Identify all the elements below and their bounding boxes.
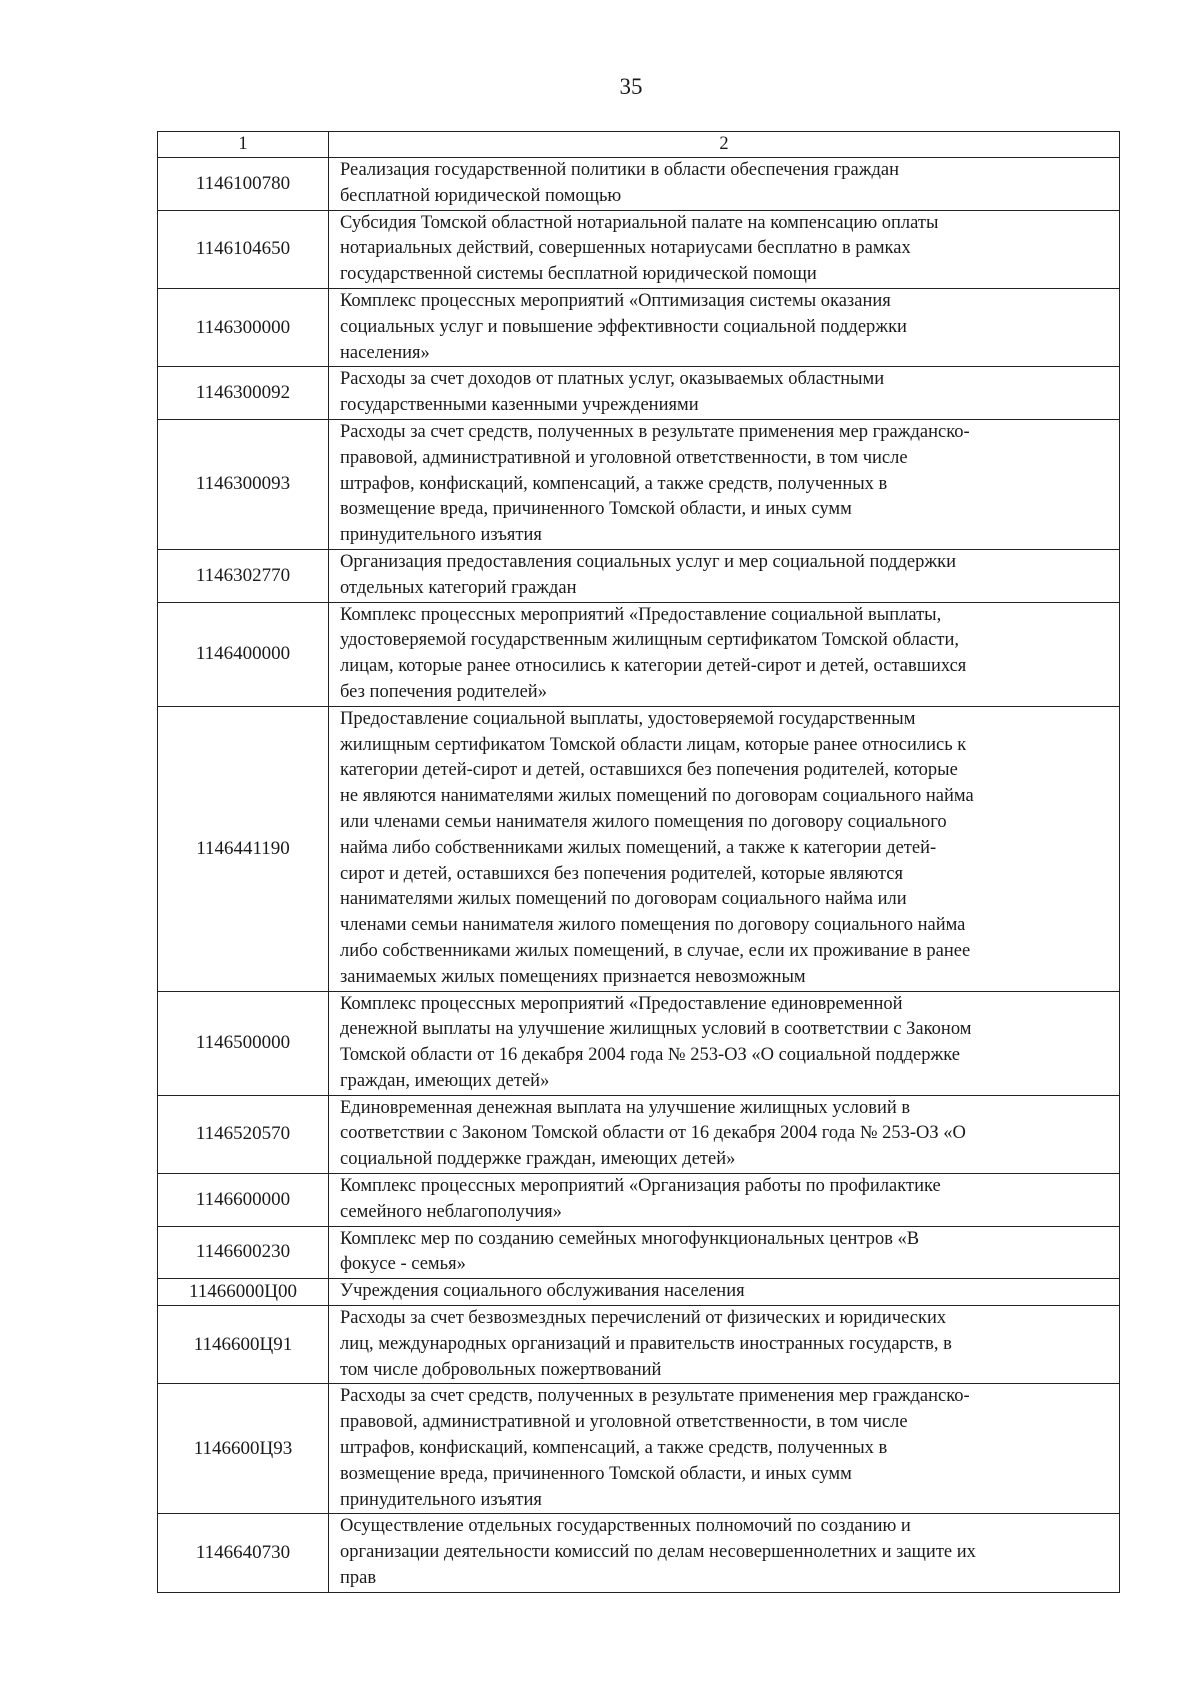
description-line: жилищным сертификатом Томской области лицам, которые ранее относились к <box>340 734 967 755</box>
description-line: Комплекс мер по созданию семейных многофункциональных центров «В <box>340 1228 920 1249</box>
description-line: без попечения родителей» <box>340 681 547 702</box>
row-code: 1146600000 <box>158 1174 329 1227</box>
description-line: Осуществление отдельных государственных полномочий по созданию и <box>340 1516 911 1537</box>
description-line: правовой, административной и уголовной ответственности, в том числе <box>340 447 908 468</box>
table-row <box>158 1226 1120 1279</box>
column-header-description: 2 <box>329 132 1120 158</box>
table-row <box>158 1095 1120 1173</box>
description-line: Организация предоставления социальных услуг и мер социальной поддержки <box>340 551 957 572</box>
row-description <box>329 991 1120 1095</box>
description-line: социальных услуг и повышение эффективности социальной поддержки <box>340 316 907 337</box>
row-code: 1146640730 <box>158 1514 329 1592</box>
table-row <box>158 1306 1120 1384</box>
row-description <box>329 158 1120 211</box>
table-row <box>158 1384 1120 1514</box>
description-line: найма либо собственниками жилых помещений, а также к категории детей- <box>340 837 937 858</box>
row-description <box>329 1279 1120 1306</box>
row-description <box>329 1095 1120 1173</box>
table-row <box>158 288 1120 366</box>
description-line: членами семьи нанимателя жилого помещения по договору социального найма <box>340 915 966 936</box>
description-line: возмещение вреда, причиненного Томской области, и иных сумм <box>340 1463 852 1484</box>
description-line: Комплекс процессных мероприятий «Организация работы по профилактике <box>340 1176 941 1197</box>
table-row <box>158 210 1120 288</box>
row-code: 1146441190 <box>158 706 329 991</box>
row-code: 1146100780 <box>158 158 329 211</box>
row-description <box>329 1306 1120 1384</box>
description-line: отдельных категорий граждан <box>340 577 577 598</box>
table-header-row <box>158 132 1120 158</box>
row-description <box>329 549 1120 602</box>
table-row <box>158 706 1120 991</box>
row-code: 1146520570 <box>158 1095 329 1173</box>
row-code: 1146600230 <box>158 1226 329 1279</box>
row-description <box>329 602 1120 706</box>
row-description <box>329 706 1120 991</box>
description-line: Расходы за счет доходов от платных услуг, оказываемых областными <box>340 369 885 390</box>
row-code: 1146300092 <box>158 367 329 420</box>
row-code: 1146500000 <box>158 991 329 1095</box>
description-line: Комплекс процессных мероприятий «Предоставление социальной выплаты, <box>340 604 942 625</box>
row-code: 1146302770 <box>158 549 329 602</box>
description-line: правовой, административной и уголовной ответственности, в том числе <box>340 1412 908 1433</box>
description-line: либо собственниками жилых помещений, в случае, если их проживание в ранее <box>340 940 971 961</box>
table-row <box>158 419 1120 549</box>
description-line: принудительного изъятия <box>340 1489 542 1510</box>
table-row <box>158 158 1120 211</box>
description-line: лиц, международных организаций и правительств иностранных государств, в <box>340 1333 952 1354</box>
description-line: государственной системы бесплатной юридической помощи <box>340 264 817 285</box>
description-line: Комплекс процессных мероприятий «Оптимизация системы оказания <box>340 290 891 311</box>
description-line: Предоставление социальной выплаты, удостоверяемой государственным <box>340 708 916 729</box>
description-line: Субсидия Томской областной нотариальной палате на компенсацию оплаты <box>340 212 939 233</box>
description-line: денежной выплаты на улучшение жилищных условий в соответствии с Законом <box>340 1019 972 1040</box>
description-line: Реализация государственной политики в области обеспечения граждан <box>340 160 900 180</box>
description-line: Комплекс процессных мероприятий «Предоставление единовременной <box>340 993 903 1014</box>
row-description <box>329 210 1120 288</box>
description-line: категории детей-сирот и детей, оставшихся без попечения родителей, которые <box>340 760 958 781</box>
description-line: Единовременная денежная выплата на улучшение жилищных условий в <box>340 1097 911 1118</box>
column-header-code: 1 <box>158 132 329 158</box>
description-line: фокусе - семья» <box>340 1254 466 1275</box>
row-code: 1146300000 <box>158 288 329 366</box>
description-line: государственными казенными учреждениями <box>340 395 699 416</box>
description-line: соответствии с Законом Томской области от 16 декабря 2004 года № 253-ОЗ «О <box>340 1123 966 1144</box>
description-line: занимаемых жилых помещениях признается невозможным <box>340 966 806 987</box>
table-row <box>158 1279 1120 1306</box>
description-line: населения» <box>340 342 430 363</box>
description-line: граждан, имеющих детей» <box>340 1070 550 1091</box>
description-line: штрафов, конфискаций, компенсаций, а также средств, полученных в <box>340 473 888 494</box>
row-description <box>329 288 1120 366</box>
description-line: или членами семьи нанимателя жилого помещения по договору социального <box>340 811 947 832</box>
table-row <box>158 367 1120 420</box>
row-description <box>329 367 1120 420</box>
row-code: 1146600Ц91 <box>158 1306 329 1384</box>
table-row <box>158 549 1120 602</box>
table-row <box>158 1174 1120 1227</box>
description-line: нотариальных действий, совершенных нотариусами бесплатно в рамках <box>340 238 911 259</box>
row-code: 1146600Ц93 <box>158 1384 329 1514</box>
description-line: возмещение вреда, причиненного Томской области, и иных сумм <box>340 499 852 520</box>
description-line: Расходы за счет средств, полученных в результате применения мер гражданско- <box>340 421 970 442</box>
row-description <box>329 1174 1120 1227</box>
table-row <box>158 1514 1120 1592</box>
row-description <box>329 1514 1120 1592</box>
description-line: организации деятельности комиссий по делам несовершеннолетних и защите их <box>340 1542 976 1563</box>
description-line: Учреждения социального обслуживания населения <box>340 1281 745 1302</box>
description-line: удостоверяемой государственным жилищным сертификатом Томской области, <box>340 630 960 651</box>
table-row <box>158 991 1120 1095</box>
description-line: семейного неблагополучия» <box>340 1201 562 1222</box>
table-row <box>158 602 1120 706</box>
budget-code-table <box>157 131 1120 1593</box>
description-line: Расходы за счет безвозмездных перечислений от физических и юридических <box>340 1308 947 1329</box>
row-description <box>329 419 1120 549</box>
description-line: сирот и детей, оставшихся без попечения родителей, которые являются <box>340 863 904 884</box>
description-line: социальной поддержке граждан, имеющих детей» <box>340 1149 736 1170</box>
description-line: нанимателями жилых помещений по договорам социального найма или <box>340 889 907 910</box>
description-line: бесплатной юридической помощью <box>340 185 622 206</box>
row-code: 1146300093 <box>158 419 329 549</box>
row-code: 1146104650 <box>158 210 329 288</box>
description-line: не являются нанимателями жилых помещений по договорам социального найма <box>340 786 974 807</box>
description-line: Расходы за счет средств, полученных в результате применения мер гражданско- <box>340 1386 970 1407</box>
description-line: штрафов, конфискаций, компенсаций, а также средств, полученных в <box>340 1438 888 1459</box>
description-line: том числе добровольных пожертвований <box>340 1359 662 1380</box>
description-line: Томской области от 16 декабря 2004 года № 253-ОЗ «О социальной поддержке <box>340 1045 960 1066</box>
description-line: принудительного изъятия <box>340 525 542 546</box>
row-code: 11466000Ц00 <box>158 1279 329 1306</box>
page-number: 35 <box>619 74 643 99</box>
row-code: 1146400000 <box>158 602 329 706</box>
row-description <box>329 1384 1120 1514</box>
description-line: лицам, которые ранее относились к категории детей-сирот и детей, оставшихся <box>340 656 967 677</box>
row-description <box>329 1226 1120 1279</box>
description-line: прав <box>340 1568 377 1589</box>
